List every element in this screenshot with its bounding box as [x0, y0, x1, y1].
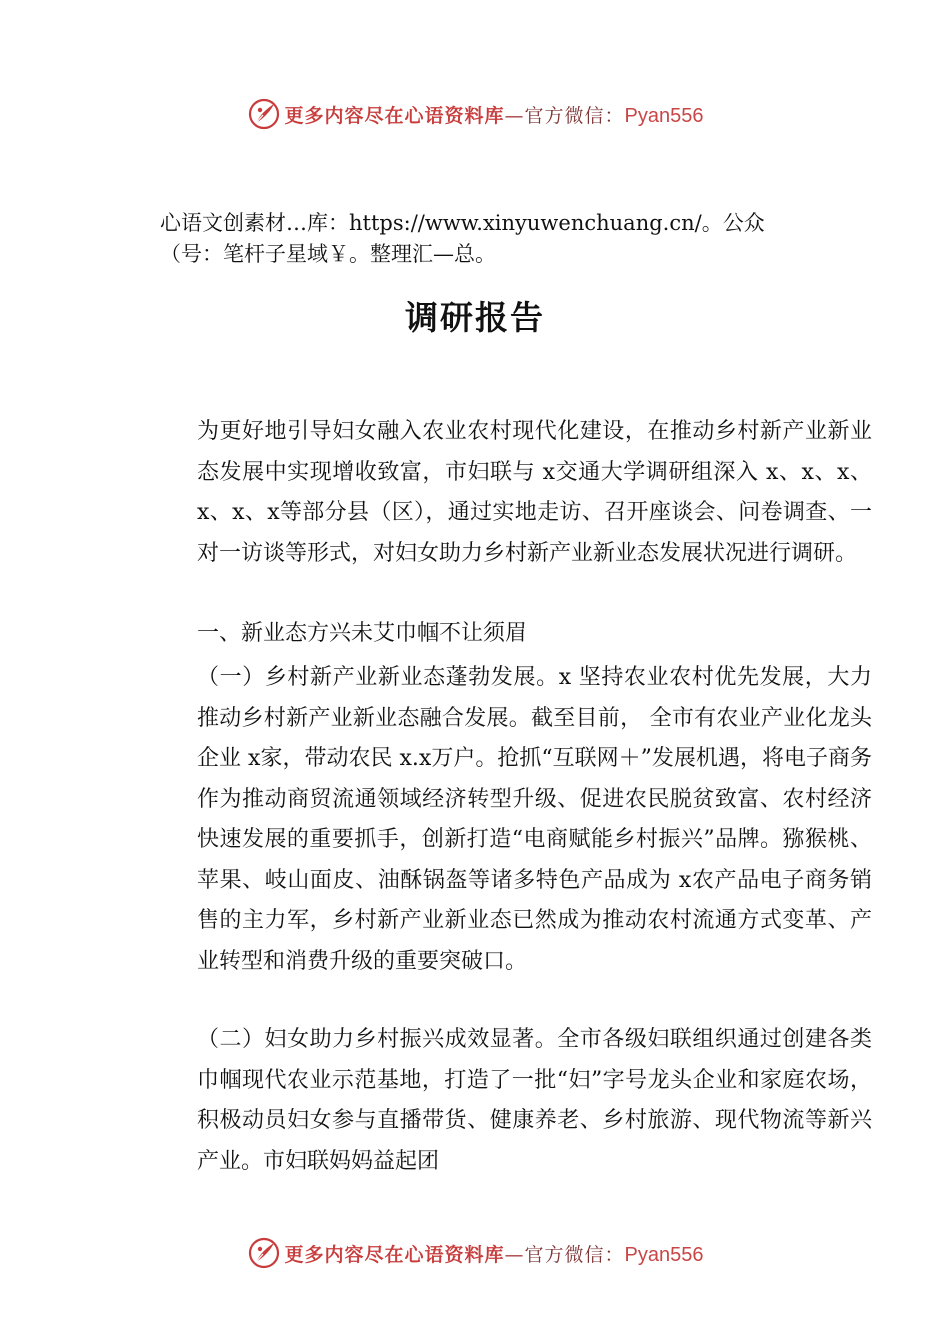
paragraph-intro: 为更好地引导妇女融入农业农村现代化建设，在推动乡村新产业新业态发展中实现增收致富，市妇联与 x交通大学调研组深入 x、x、x、x、x、x等部分县（区），通过实地走访、召开座谈会、问卷调查、一对一访谈等形式，对妇女助力乡村新产业新业态发展状况进行调研。	[197, 419, 872, 566]
banner-main-text: 更多内容尽在心语资料库	[284, 1243, 505, 1266]
page-title: 调研报告	[405, 298, 545, 337]
banner-wechat-label: 官方微信：	[524, 1243, 625, 1266]
paragraph-sub-two: （二）妇女助力乡村振兴成效显著。全市各级妇联组织通过创建各类巾帼现代农业示范基地，打造了一批“妇”字号龙头企业和家庭农场，积极动员妇女参与直播带货、健康养老、乡村旅游、现代物流等新兴产业。市妇联妈妈益起团	[197, 1027, 872, 1174]
banner-wechat-id: Pyan556	[624, 1243, 704, 1266]
banner-main-text: 更多内容尽在心语资料库	[284, 104, 505, 127]
quill-logo-icon	[247, 97, 281, 131]
section-heading: 一、新业态方兴未艾巾帼不让须眉	[197, 621, 528, 646]
banner-text	[285, 101, 704, 128]
banner-separator: —	[504, 104, 525, 127]
banner-separator: —	[504, 1243, 525, 1266]
header-banner	[0, 92, 950, 136]
footer-banner	[0, 1231, 950, 1275]
banner-text	[285, 1240, 704, 1267]
paragraph-sub-one: （一）乡村新产业新业态蓬勃发展。x 坚持农业农村优先发展，大力推动乡村新产业新业态融合发展。截至目前， 全市有农业产业化龙头企业 x家，带动农民 x.x万户。抢抓“互联网＋”发展机遇，将电子商务作为推动商贸流通领域经济转型升级、促进农民脱贫致富、农村经济快速发展的重要抓手，创新打造“电商赋能乡村振兴”品牌。猕猴桃、苹果、岐山面皮、油酥锅盔等诸多特色产品成为 x农产品电子商务销售的主力军，乡村新产业新业态已然成为推动农村流通方式变革、产业转型和消费升级的重要突破口。	[197, 665, 872, 974]
banner-wechat-label: 官方微信：	[524, 104, 625, 127]
banner-wechat-id: Pyan556	[624, 104, 704, 127]
source-note: 心语文创素材…库：https://www.xinyuwenchuang.cn/。公众（号：笔杆子星域￥。整理汇—总。	[160, 211, 765, 266]
quill-logo-icon	[247, 1236, 281, 1270]
